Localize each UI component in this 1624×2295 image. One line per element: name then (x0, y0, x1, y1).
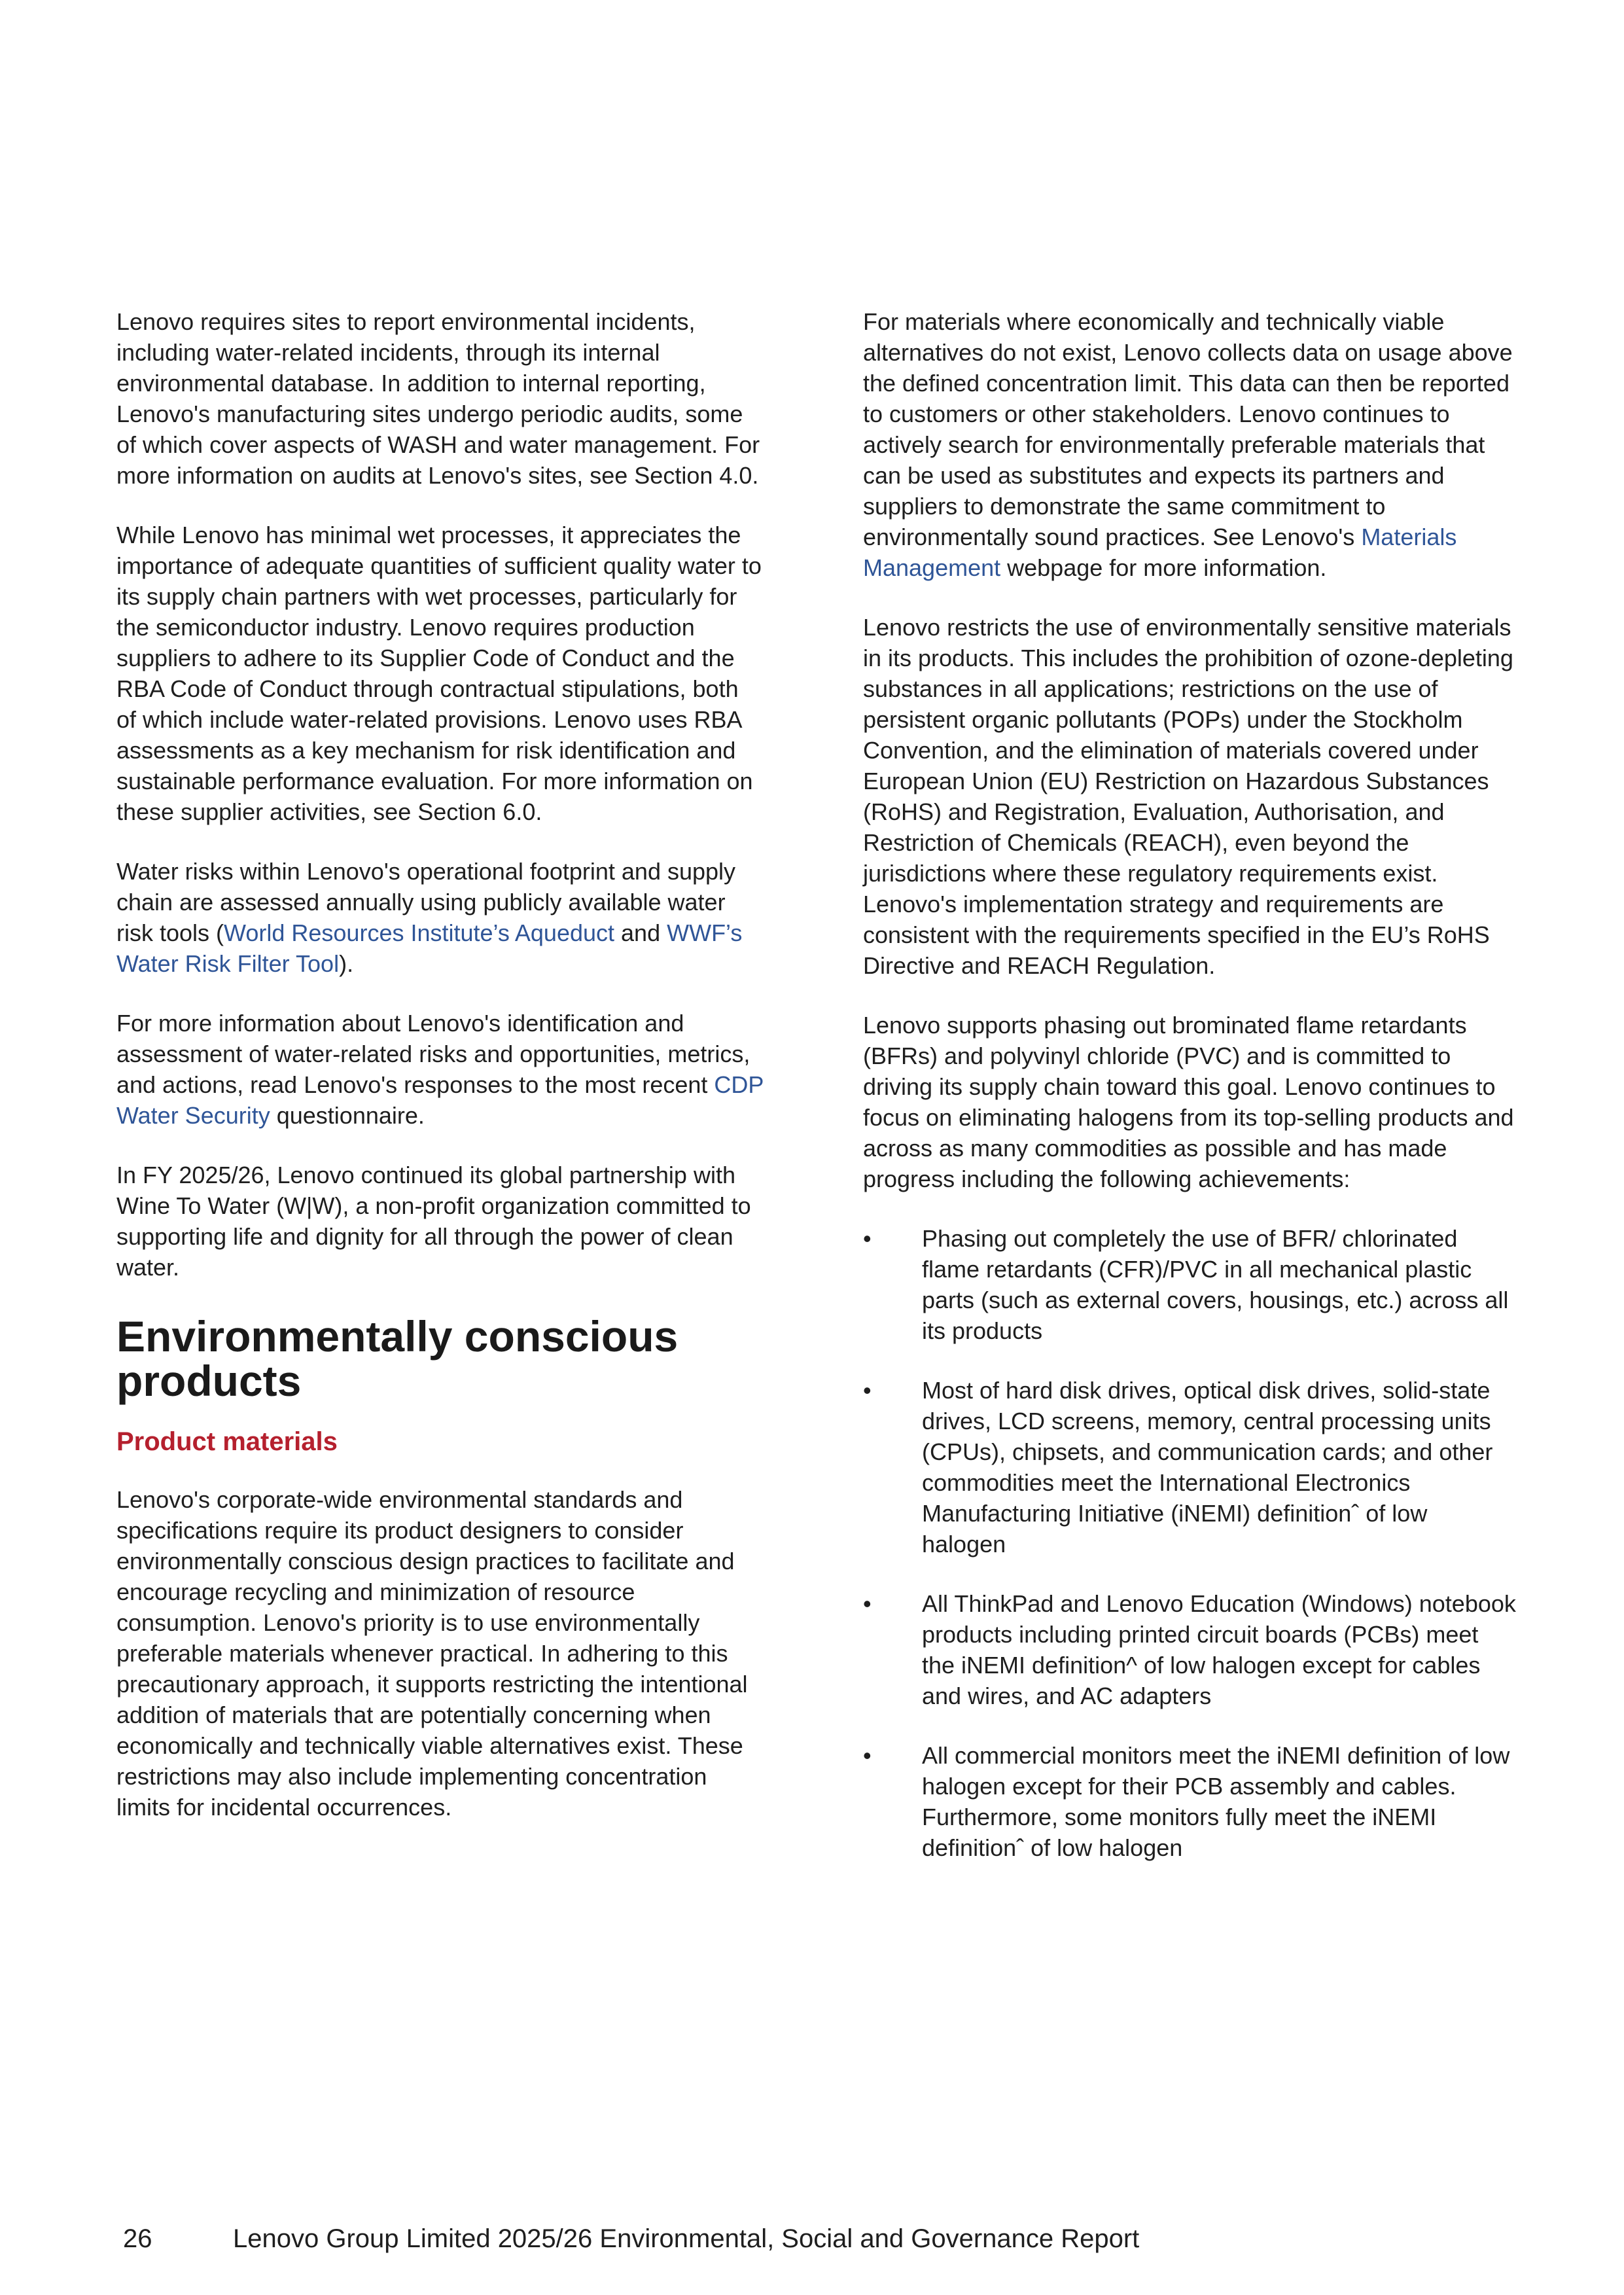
list-item (863, 1223, 1517, 1346)
text: webpage for more information. (1000, 554, 1327, 581)
page-number: 26 (123, 2224, 152, 2253)
list-item (863, 1740, 1517, 1863)
text: Water risks within Lenovo's operational footprint and supply chain are assessed annually using publicly available water risk tools ( (116, 858, 736, 946)
text: questionnaire. (270, 1102, 425, 1129)
paragraph-wine-to-water: In FY 2025/26, Lenovo continued its global partnership with Wine To Water (W|W), a non-profit organization committed to supporting life and dignity for all through the power of clean water. (116, 1162, 751, 1281)
link-wwf-water-risk-filter[interactable]: WWF’s Water Risk Filter Tool (116, 919, 743, 977)
paragraph-wet-processes: While Lenovo has minimal wet processes, it appreciates the importance of adequate quantities of sufficient quality water to its supply chain partners with wet processes, particularly for the semiconductor industry. Lenovo requires production suppliers to adhere to its Supplier Code of Conduct and the RBA Code of Conduct through contractual stipulations, both of which include water-related provisions. Lenovo uses RBA assessments as a key mechanism for risk identification and sustainable performance evaluation. For more information on these supplier activities, see Section 6.0. (116, 522, 762, 825)
link-wri-aqueduct[interactable]: World Resources Institute’s Aqueduct (224, 919, 615, 946)
list-item-text: Most of hard disk drives, optical disk drives, solid-state drives, LCD screens, memory, central processing units (CPUs), chipsets, and communication cards; and other commodities meet the International Electronics Manufacturing Initiative (iNEMI) definitionˆ of low halogen (922, 1377, 1493, 1557)
list-item-text: All commercial monitors meet the iNEMI definition of low halogen except for their PCB assembly and cables. Furthermore, some monitors fully meet the iNEMI definitionˆ of low halogen (922, 1742, 1510, 1861)
text: and (614, 919, 667, 946)
section-heading: Environmentally conscious products (116, 1312, 679, 1405)
footer-title: Lenovo Group Limited 2025/26 Environmental, Social and Governance Report (233, 2224, 1140, 2253)
paragraph-incident-reporting: Lenovo requires sites to report environmental incidents, including water-related incidents, through its internal environmental database. In addition to internal reporting, Lenovo's manufacturing sites undergo periodic audits, some of which cover aspects of WASH and water management. For more information on audits at Lenovo's sites, see Section 4.0. (116, 308, 760, 489)
paragraph-product-standards: Lenovo's corporate-wide environmental standards and specifications require its product designers to consider environmentally conscious design practices to facilitate and encourage recycling and minimization of resource consumption. Lenovo's priority is to use environmentally preferable materials whenever practical. In adhering to this precautionary approach, it supports restricting the intentional addition of materials that are potentially concerning when economically and technically viable alternatives exist. These restrictions may also include implementing concentration limits for incidental occurrences. (116, 1486, 748, 1821)
list-item-text: Phasing out completely the use of BFR/ chlorinated flame retardants (CFR)/PVC in all mechanical plastic parts (such as external covers, housings, etc.) across all its products (922, 1225, 1509, 1344)
left-column (116, 306, 764, 1851)
achievements-list (863, 1223, 1517, 1863)
list-item (863, 1375, 1517, 1559)
paragraph-restricted-materials: Lenovo restricts the use of environmentally sensitive materials in its products. This includes the prohibition of ozone-depleting substances in all applications; restrictions on the use of persistent organic pollutants (POPs) under the Stockholm Convention, and the elimination of materials covered under European Union (EU) Restriction on Hazardous Substances (RoHS) and Registration, Evaluation, Authorisation, and Restriction of Chemicals (REACH), even beyond the jurisdictions where these regulatory requirements exist. Lenovo's implementation strategy and requirements are consistent with the requirements specified in the EU’s RoHS Directive and REACH Regulation. (863, 614, 1513, 979)
text: For more information about Lenovo's identification and assessment of water-related risks and opportunities, metrics, and actions, read Lenovo's responses to the most recent (116, 1010, 750, 1098)
paragraph-cdp (116, 1008, 764, 1131)
paragraph-bfr-pvc: Lenovo supports phasing out brominated flame retardants (BFRs) and polyvinyl chloride (PVC) and is committed to driving its supply chain toward this goal. Lenovo continues to focus on eliminating halogens from its top-selling products and across as many commodities as possible and has made progress including the following achievements: (863, 1012, 1514, 1192)
paragraph-concentration-data (863, 306, 1517, 583)
list-item-text: All ThinkPad and Lenovo Education (Windows) notebook products including printed circuit boards (PCBs) meet the iNEMI definition^ of low halogen except for cables and wires, and AC adapters (922, 1590, 1516, 1709)
list-item (863, 1588, 1517, 1711)
page-footer (123, 2222, 1139, 2255)
subsection-heading: Product materials (116, 1427, 338, 1456)
bullet: • (863, 1742, 872, 1769)
text: ). (339, 950, 354, 977)
link-materials-management[interactable]: Materials Management (863, 524, 1457, 581)
bullet: • (863, 1225, 872, 1252)
link-cdp-water-security[interactable]: CDP Water Security (116, 1071, 764, 1129)
text: For materials where economically and technically viable alternatives do not exist, Lenovo collects data on usage above the defined concentration limit. This data can then be reported to customers or other stakeholders. Lenovo continues to actively search for environmentally preferable materials that can be used as substitutes and expects its partners and suppliers to demonstrate the same commitment to environmentally sound practices. See Lenovo's (863, 308, 1513, 550)
paragraph-water-risks (116, 856, 764, 979)
right-column (863, 306, 1517, 1892)
bullet: • (863, 1590, 872, 1617)
bullet: • (863, 1377, 872, 1404)
